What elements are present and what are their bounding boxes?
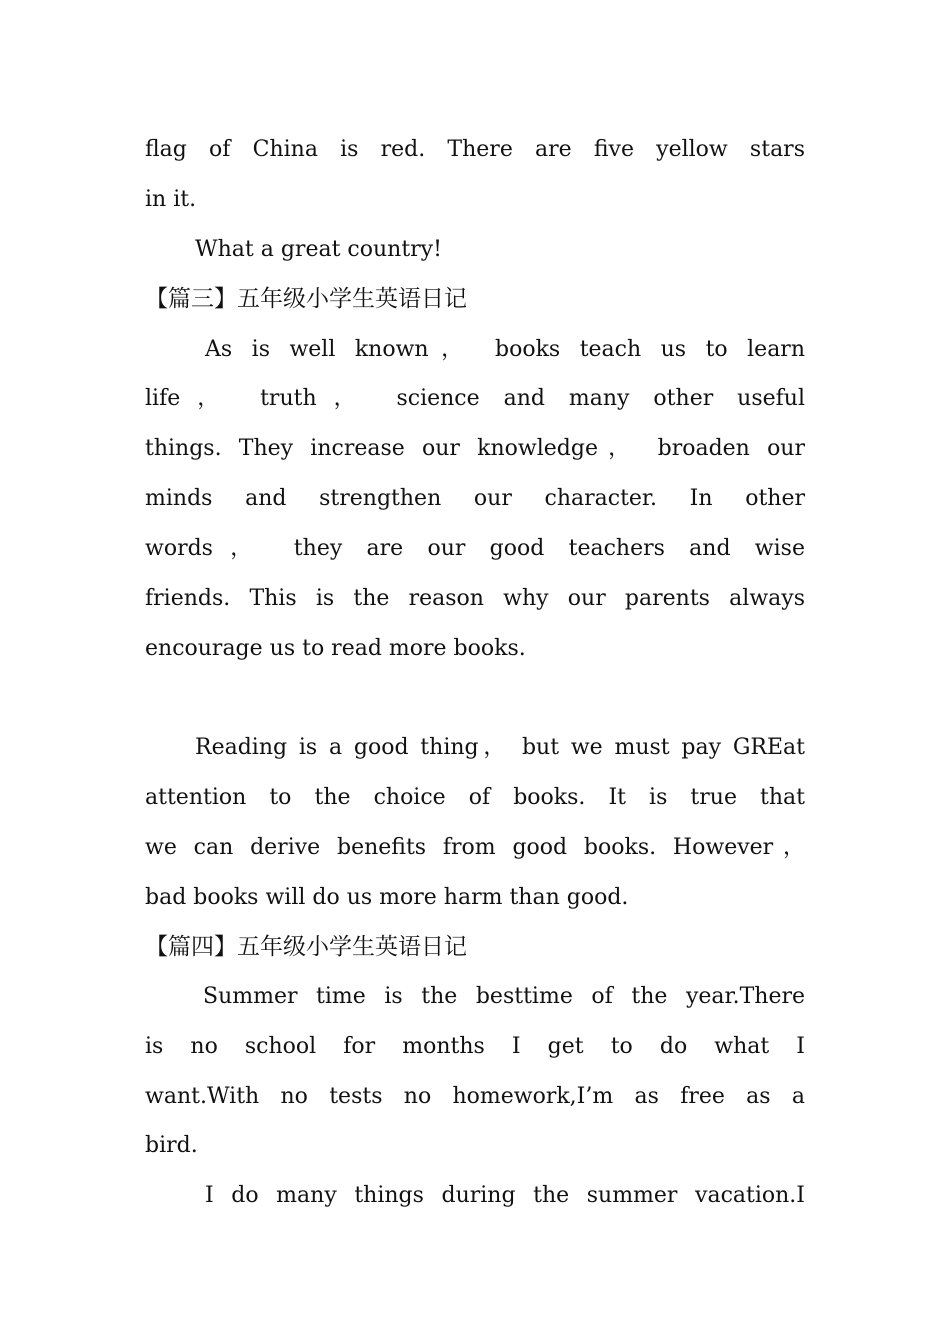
- paragraph-line: things. They increase our knowledge， broaden our: [145, 436, 805, 461]
- paragraph-line: attention to the choice of books. It is true that: [145, 785, 805, 810]
- paragraph-line: we can derive benefits from good books. However，: [145, 835, 805, 860]
- paragraph-line: minds and strengthen our character. In other: [145, 486, 805, 511]
- paragraph-line: Summer time is the besttime of the year.There: [203, 984, 805, 1009]
- section-heading: 【篇三】五年级小学生英语日记: [145, 286, 467, 312]
- paragraph-line: What a great country!: [195, 237, 442, 262]
- paragraph-line: in it.: [145, 187, 197, 212]
- paragraph-line: encourage us to read more books.: [145, 636, 526, 661]
- paragraph-line: friends. This is the reason why our parents always: [145, 586, 805, 611]
- paragraph-line: want.With no tests no homework,I’m as free as a: [145, 1084, 805, 1109]
- paragraph-line: is no school for months I get to do what I: [145, 1034, 805, 1059]
- paragraph-line: words， they are our good teachers and wise: [145, 536, 805, 561]
- paragraph-line: I do many things during the summer vacation.I: [205, 1183, 805, 1208]
- section-heading: 【篇四】五年级小学生英语日记: [145, 934, 467, 960]
- paragraph-line: flag of China is red. There are five yellow stars: [145, 137, 805, 162]
- paragraph-line: bird.: [145, 1133, 198, 1158]
- paragraph-line: As is well known， books teach us to learn: [205, 337, 805, 362]
- paragraph-line: Reading is a good thing， but we must pay GREat: [195, 735, 805, 760]
- paragraph-line: bad books will do us more harm than good.: [145, 885, 629, 910]
- paragraph-line: life， truth， science and many other useful: [145, 386, 805, 411]
